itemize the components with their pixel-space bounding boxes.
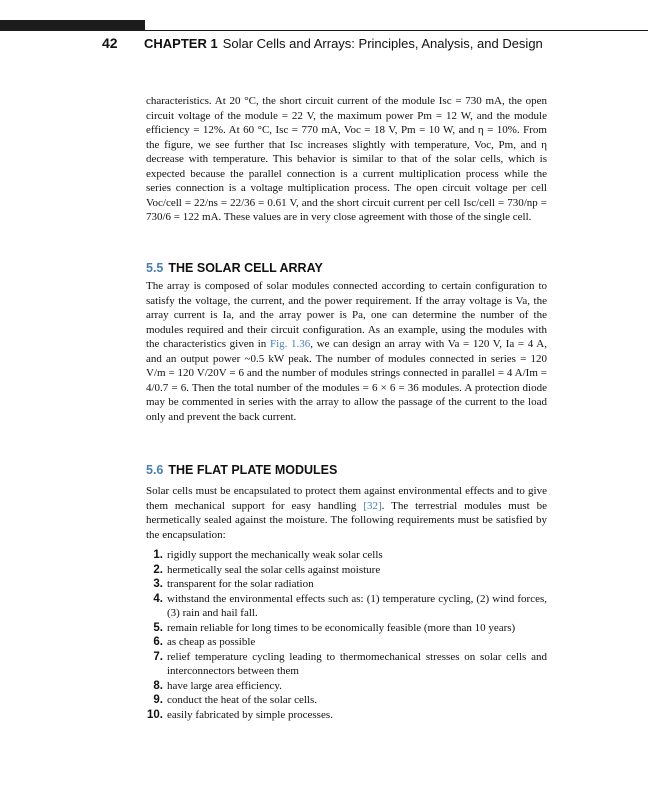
item-text: as cheap as possible (167, 636, 256, 648)
section-heading-5-6 (146, 463, 337, 477)
item-text: easily fabricated by simple processes. (167, 708, 333, 721)
list-item (146, 679, 547, 694)
item-number: 1. (153, 549, 163, 561)
list-item (146, 693, 547, 708)
item-number: 5. (153, 621, 163, 634)
flat-plate-paragraph (146, 484, 547, 542)
paragraph-text (146, 279, 547, 424)
item-number: 2. (153, 563, 163, 576)
list-item (146, 635, 547, 650)
list-item (146, 708, 547, 723)
paragraph-text-part: The array is composed of solar modules connected according to certain configuration to satisfy the voltage, the current, and the power requirement. If the array voltage is Va, the array current is Ia, and the array power is Pa, one can determine the number of the modules required and their circuit configuration. As an example, using the modules with the characteristics given in (146, 280, 547, 350)
item-text: conduct the heat of the solar cells. (167, 694, 317, 706)
paragraph-text (146, 484, 547, 542)
list-item (146, 563, 547, 578)
list-item (146, 577, 547, 592)
section-heading-5-5 (146, 261, 323, 275)
paragraph-text: characteristics. At 20 °C, the short circuit current of the module Isc = 730 mA, the open circuit voltage of the module = 22 V, the maximum power Pm = 12 W, and the module efficiency = 12%. At 60 °C, Isc = 770 mA, Voc = 18 V, Pm = 10 W, and η = 10%. From the figure, we see further that Isc increases slightly with temperature, Voc, Pm, and η decrease with temperature. This behavior is similar to that of the solar cells, which is expected because the parallel connection is a current multiplication process while the series connection is a voltage multiplication process. The open circuit voltage per cell Voc/cell = 22/ns = 22/36 = 0.61 V, and the short circuit current per cell Isc/cell = 730/np = 730/6 = 122 mA. These values are in very close agreement with those of the single cell. (146, 95, 547, 223)
item-number: 9. (153, 694, 163, 706)
section-title: THE FLAT PLATE MODULES (168, 463, 338, 477)
item-text: have large area efficiency. (167, 679, 282, 692)
section-number: 5.5 (146, 261, 164, 275)
item-text: relief temperature cycling leading to thermomechanical stresses on solar cells and interconnectors between them (167, 650, 547, 677)
list-item (146, 621, 547, 636)
item-number: 3. (153, 578, 163, 590)
chapter-title: Solar Cells and Arrays: Principles, Analysis, and Design (222, 36, 543, 51)
section-number: 5.6 (146, 463, 164, 477)
page-number: 42 (102, 35, 118, 51)
reference-link[interactable]: [32] (363, 499, 382, 512)
item-number: 8. (153, 679, 163, 692)
section-title: THE SOLAR CELL ARRAY (168, 261, 323, 275)
item-number: 6. (153, 636, 163, 648)
paragraph-text-part: , we can design an array with Va = 120 V, Ia = 4 A, and an output power ~0.5 kW peak. The number of modules connected in series = 120 V/m = 120 V/20V = 6 and the number of modules strings connected in parallel = 4 A/Im = 4/0.7 = 6. Then the total number of the modules = 6 × 6 = 36 modules. A protection diode may be commented in series with the array to allow the passage of the current to the load only and prevent the back current. (146, 338, 547, 423)
solar-array-paragraph (146, 279, 547, 424)
running-head (144, 36, 543, 51)
item-text: rigidly support the mechanically weak solar cells (167, 549, 383, 561)
header-rule (0, 30, 648, 31)
list-item (146, 548, 547, 563)
item-number: 4. (153, 592, 163, 605)
item-text: remain reliable for long times to be economically feasible (more than 10 years) (167, 621, 516, 634)
chapter-label: CHAPTER 1 (144, 36, 218, 51)
item-text: transparent for the solar radiation (167, 578, 314, 590)
item-text: withstand the environmental effects such as: (1) temperature cycling, (2) wind forces, (3) rain and hail fall. (167, 592, 547, 619)
item-number: 7. (153, 650, 163, 663)
list-item (146, 592, 547, 621)
intro-paragraph (146, 94, 547, 225)
requirements-list (146, 548, 547, 722)
figure-link[interactable]: Fig. 1.36 (269, 338, 311, 350)
list-item (146, 650, 547, 679)
item-number: 10. (147, 708, 163, 721)
paragraph-text-part: . The terrestrial modules must be hermetically sealed against the moisture. The following requirements must be satisfied by the encapsulation: (146, 499, 547, 541)
paragraph-text-part: Solar cells must be encapsulated to protect them against environmental effects and to give them mechanical support for easy handling (146, 485, 547, 512)
item-text: hermetically seal the solar cells against moisture (167, 563, 381, 576)
